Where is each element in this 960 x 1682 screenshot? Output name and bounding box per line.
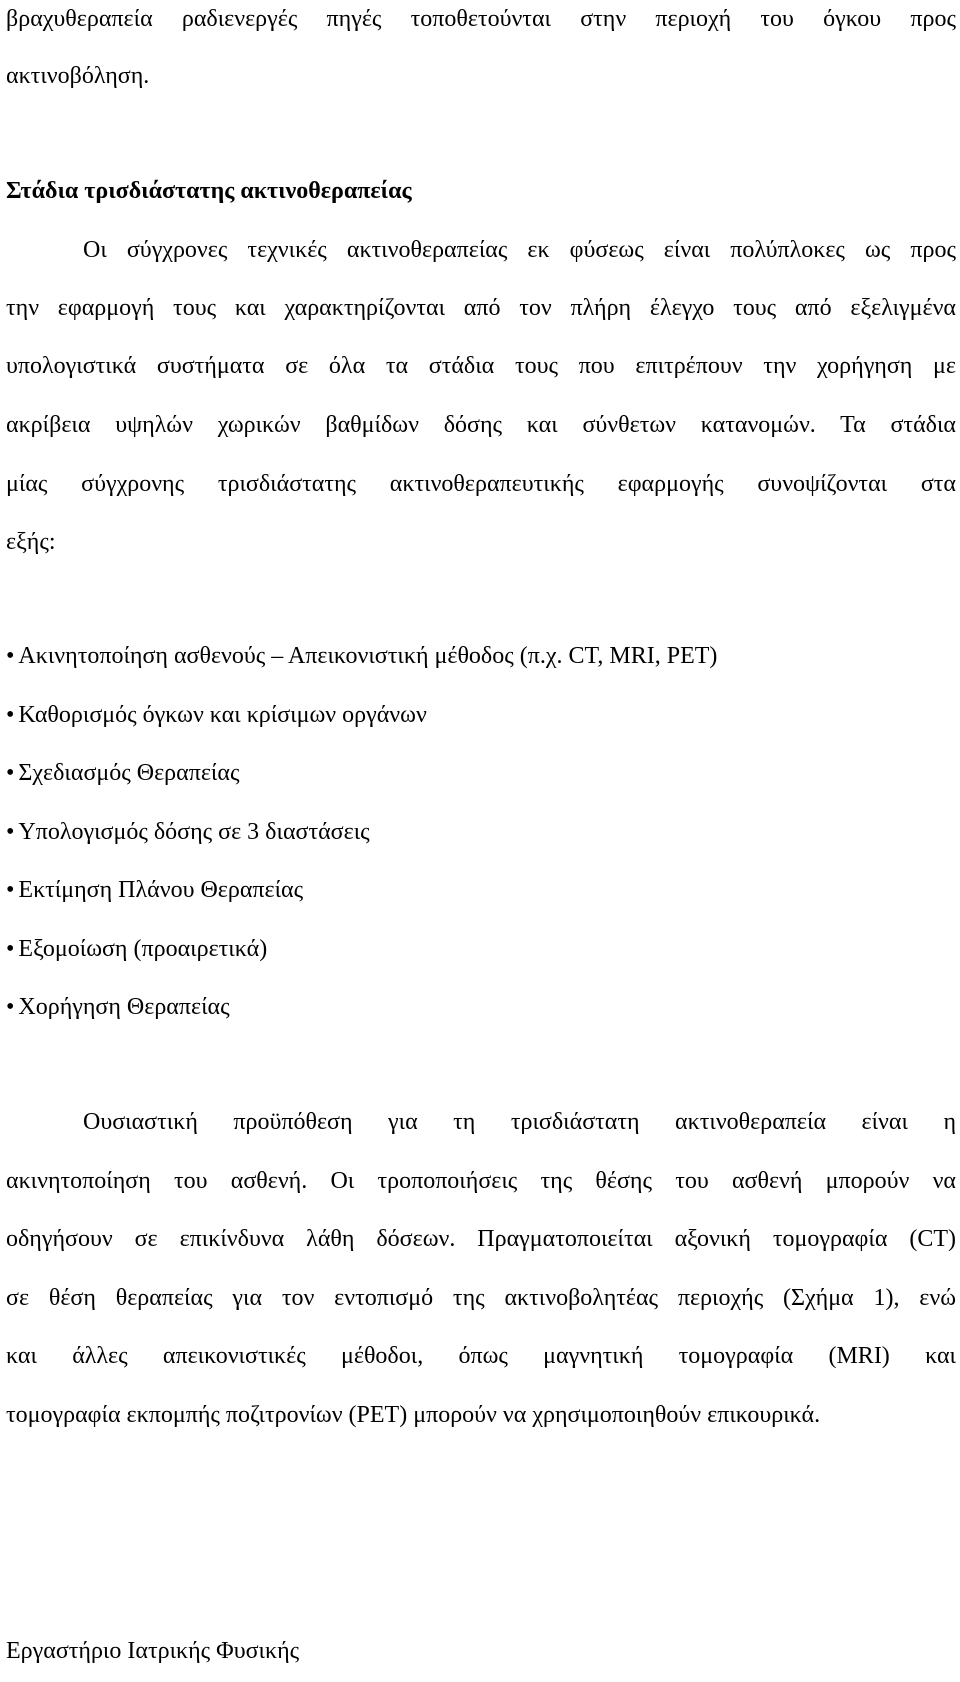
bullet-item bbox=[6, 641, 956, 671]
bullet-icon: • bbox=[6, 994, 15, 1020]
bullet-text: Εξομοίωση (προαιρετικά) bbox=[18, 936, 268, 962]
bullet-text: Σχεδιασμός Θεραπείας bbox=[18, 760, 240, 786]
para1-line-1: Οι σύγχρονες τεχνικές ακτινοθεραπείας εκ φύσεως είναι πολύπλοκες ως προς bbox=[83, 237, 956, 263]
section-heading: Στάδια τρισδιάστατης ακτινοθεραπείας bbox=[6, 178, 412, 204]
bullet-icon: • bbox=[6, 819, 15, 845]
para1-line-4: ακρίβεια υψηλών χωρικών βαθμίδων δόσης και σύνθετων κατανομών. Τα στάδια bbox=[6, 412, 956, 438]
bullet-icon: • bbox=[6, 702, 15, 728]
bullet-item bbox=[6, 817, 956, 847]
para1-line-6: εξής: bbox=[6, 529, 56, 555]
para2-line-3: οδηγήσουν σε επικίνδυνα λάθη δόσεων. Πραγματοποιείται αξονική τομογραφία (CT) bbox=[6, 1226, 956, 1252]
para2-line-5: και άλλες απεικονιστικές μέθοδοι, όπως μαγνητική τομογραφία (MRI) και bbox=[6, 1343, 956, 1369]
bullet-icon: • bbox=[6, 643, 15, 669]
intro-line-1: βραχυθεραπεία ραδιενεργές πηγές τοποθετούνται στην περιοχή του όγκου προς bbox=[6, 6, 956, 32]
para2-line-1: Ουσιαστική προϋπόθεση για τη τρισδιάστατη ακτινοθεραπεία είναι η bbox=[83, 1109, 956, 1135]
intro-line-2: ακτινοβόληση. bbox=[6, 63, 150, 89]
bullet-icon: • bbox=[6, 877, 15, 903]
bullet-item bbox=[6, 992, 956, 1022]
bullet-icon: • bbox=[6, 936, 15, 962]
bullet-text: Καθορισμός όγκων και κρίσιμων οργάνων bbox=[18, 702, 427, 728]
para2-line-6: τομογραφία εκπομπής ποζιτρονίων (PET) μπορούν να χρησιμοποιηθούν επικουρικά. bbox=[6, 1402, 821, 1428]
bullet-text: Υπολογισμός δόσης σε 3 διαστάσεις bbox=[18, 819, 370, 845]
bullet-text: Εκτίμηση Πλάνου Θεραπείας bbox=[18, 877, 304, 903]
page-footer: Εργαστήριο Ιατρικής Φυσικής bbox=[6, 1638, 300, 1664]
bullet-icon: • bbox=[6, 760, 15, 786]
para1-line-3: υπολογιστικά συστήματα σε όλα τα στάδια τους που επιτρέπουν την χορήγηση με bbox=[6, 353, 956, 379]
para2-line-2: ακινητοποίηση του ασθενή. Οι τροποποιήσεις της θέσης του ασθενή μπορούν να bbox=[6, 1168, 956, 1194]
para2-line-4: σε θέση θεραπείας για τον εντοπισμό της ακτινοβολητέας περιοχής (Σχήμα 1), ενώ bbox=[6, 1285, 956, 1311]
bullet-text: Χορήγηση Θεραπείας bbox=[18, 994, 230, 1020]
bullet-item bbox=[6, 758, 956, 788]
bullet-text: Ακινητοποίηση ασθενούς – Απεικονιστική μέθοδος (π.χ. CT, MRI, PET) bbox=[18, 643, 718, 669]
bullet-item bbox=[6, 934, 956, 964]
bullet-item bbox=[6, 875, 956, 905]
bullet-item bbox=[6, 700, 956, 730]
para1-line-2: την εφαρμογή τους και χαρακτηρίζονται από τον πλήρη έλεγχο τους από εξελιγμένα bbox=[6, 295, 956, 321]
para1-line-5: μίας σύγχρονης τρισδιάστατης ακτινοθεραπευτικής εφαρμογής συνοψίζονται στα bbox=[6, 471, 956, 497]
